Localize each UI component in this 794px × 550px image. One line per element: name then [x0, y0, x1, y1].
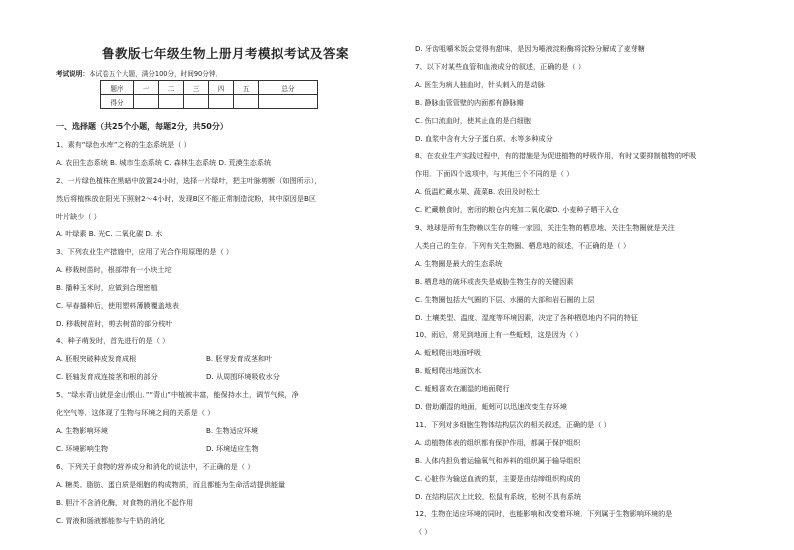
option-line: B. 生物适应环境 — [206, 426, 258, 435]
question-line: 化空气等．这体现了生物与环境之间的关系是（ ） — [56, 408, 215, 417]
option-line: D. 牙齿咀嚼米饭会觉得有甜味，是因为唾液淀粉酶将淀粉分解成了麦芽糖 — [415, 44, 645, 53]
score-table-score-row — [101, 95, 318, 109]
score-header-cell: 五 — [234, 81, 259, 95]
question-line: 1、素有“绿色水库”之称的生态系统是（ ） — [56, 140, 191, 149]
score-table-header-row — [101, 81, 318, 95]
score-header-cell: 总分 — [259, 81, 318, 95]
score-cell — [259, 95, 318, 109]
score-cell — [234, 95, 259, 109]
option-line: A. 移栽树苗时，根部带有一小块土坨 — [56, 265, 172, 274]
question-line: 叶片缺少（ ） — [56, 212, 101, 221]
option-line: D. 环境适应生物 — [206, 444, 259, 453]
question-line: 9、地球是所有生物赖以生存的唯一家园，关注生物的栖息地、关注生物圈就是关注 — [415, 223, 675, 232]
option-line: A. 蚯蚓爬出地面呼吸 — [415, 348, 481, 358]
option-line: A. 医生为病人抽血时，针头刺入的是动脉 — [415, 79, 545, 89]
score-cell — [184, 95, 209, 109]
question-line: 4、种子萌发时，首先进行的是（ ） — [56, 336, 170, 345]
option-line: C. 伤口流血时，使其止血的是白细胞 — [415, 115, 531, 125]
option-line: B. 播种玉米时，应做到合理密植 — [56, 283, 158, 292]
option-line: D. 借助潮湿的地面，蚯蚓可以迅速改变生存环境 — [415, 402, 567, 411]
option-line: C. 蚯蚓喜欢在潮湿的地面爬行 — [415, 384, 510, 394]
option-line: C. 贮藏粮食时，密闭的粮仓内充加二氧化碳D. 小麦种子晒干入仓 — [415, 205, 619, 215]
option-line: D. 从周围环境吸收水分 — [206, 372, 280, 381]
option-line: A. 叶绿素 B. 光C. 二氧化碳 D. 水 — [56, 229, 163, 238]
score-header-cell: 二 — [159, 81, 184, 95]
question-line: （ ） — [415, 527, 432, 537]
question-line: 人类自己的生存．下列有关生物圈、栖息地的叙述，不正确的是（ ） — [415, 240, 631, 250]
option-line: C. 心脏作为输送血液的泵，主要是由结缔组织构成的 — [415, 473, 581, 483]
option-line: A. 糖类、脂肪、蛋白质是细胞的构成物质，而且都能为生命活动提供能量 — [56, 480, 286, 489]
option-line: A. 生物影响环境 — [56, 426, 108, 435]
option-line: B. 静脉血管管壁的内面都有静脉瓣 — [415, 97, 524, 107]
question-line: 10、雨后，常见到地面上有一些蚯蚓，这是因为（ ） — [415, 330, 583, 340]
option-line: B. 胆汁不含消化酶，对食物的消化不起作用 — [56, 498, 194, 507]
score-row-label: 得分 — [101, 95, 134, 109]
option-line: A. 低温贮藏水果、蔬菜B. 农田及时松土 — [415, 187, 541, 197]
option-line: D. 移栽树苗时，剪去树苗的部分枝叶 — [56, 319, 173, 328]
score-cell — [159, 95, 184, 109]
option-line: A. 胚根突破种皮发育成根 — [56, 354, 137, 363]
score-header-cell: 题序 — [101, 81, 134, 95]
option-line: B. 人体内担负着运输氧气和养料的组织属于输导组织 — [415, 455, 581, 465]
option-line: A. 生物圈是最大的生态系统 — [415, 258, 503, 268]
option-line: A. 动植物体表的组织都有保护作用，都属于保护组织 — [415, 437, 581, 447]
option-line: D. 血浆中含有大分子蛋白质、水等多种成分 — [415, 133, 553, 143]
question-line: 12、生物在适应环境的同时，也能影响和改变着环境．下列属于生物影响环境的是 — [415, 509, 673, 519]
score-table — [100, 80, 318, 109]
question-line: 然后将植株放在阳光下照射2～4小时，发现B区不能正常制造淀粉，其中原因是B区 — [56, 194, 316, 203]
page-title: 鲁教版七年级生物上册月考模拟考试及答案 — [102, 46, 350, 61]
exam-note-label: 考试说明： — [56, 70, 89, 78]
exam-note — [56, 68, 222, 78]
option-line: C. 环境影响生物 — [56, 444, 109, 453]
score-header-cell: 三 — [184, 81, 209, 95]
option-line: C. 胃液和肠液都能参与牛奶的消化 — [56, 516, 165, 525]
score-cell — [209, 95, 234, 109]
option-line: B. 蚯蚓爬出地面饮水 — [415, 366, 482, 376]
option-line: A. 农田生态系统 B. 城市生态系统 C. 森林生态系统 D. 荒漠生态系统 — [56, 158, 272, 167]
question-line: 8、在农业生产实践过程中，有的措施是为促进植物的呼吸作用，有时又要抑制植物的呼吸 — [415, 151, 697, 161]
question-line: 5、“绿水青山就是金山银山．”“青山”中植被丰富，能保持水土，调节气候，净 — [56, 390, 299, 399]
question-line: 3、下列农业生产措施中，应用了光合作用原理的是（ ） — [56, 247, 234, 256]
option-line: C. 早春播种后，使用塑料薄膜覆盖地表 — [56, 301, 179, 310]
question-line: 6、下列关于食物的营养成分和消化的说法中，不正确的是（ ） — [56, 462, 255, 471]
option-line: D. 土壤类型、温度、湿度等环境因素，决定了各种栖息地内不同的特征 — [415, 312, 638, 322]
option-line: C. 胚轴发育成连接茎和根的部分 — [56, 372, 158, 381]
question-line: 11、下列对多细胞生物体结构层次的相关叙述，正确的是（ ） — [415, 419, 611, 429]
exam-note-text: 本试卷五个大题，满分100分，时间90分钟． — [88, 70, 223, 78]
score-header-cell: 四 — [209, 81, 234, 95]
score-header-cell: 一 — [134, 81, 159, 95]
question-line: 7、以下对某些血管和血液成分的叙述，正确的是（ ） — [415, 61, 585, 71]
option-line: B. 胚芽发育成茎和叶 — [206, 354, 273, 363]
option-line: D. 在结构层次上比较，松鼠有系统，松树不具有系统 — [415, 491, 582, 501]
question-line: 2、一片绿色植株在黑暗中放置24小时，选择一片绿叶，把主叶脉剪断（如图所示）， — [56, 176, 322, 185]
question-line: 作用．下面四个选项中，与其他三个不同的是（ ） — [415, 169, 574, 179]
score-cell — [134, 95, 159, 109]
option-line: C. 生物圈包括大气圈的下层、水圈的大部和岩石圈的上层 — [415, 294, 595, 304]
section-heading: 一、选择题（共25个小题，每题2分，共50分） — [56, 122, 228, 131]
option-line: B. 栖息地的破坏或丧失是威胁生物生存的关键因素 — [415, 276, 574, 286]
